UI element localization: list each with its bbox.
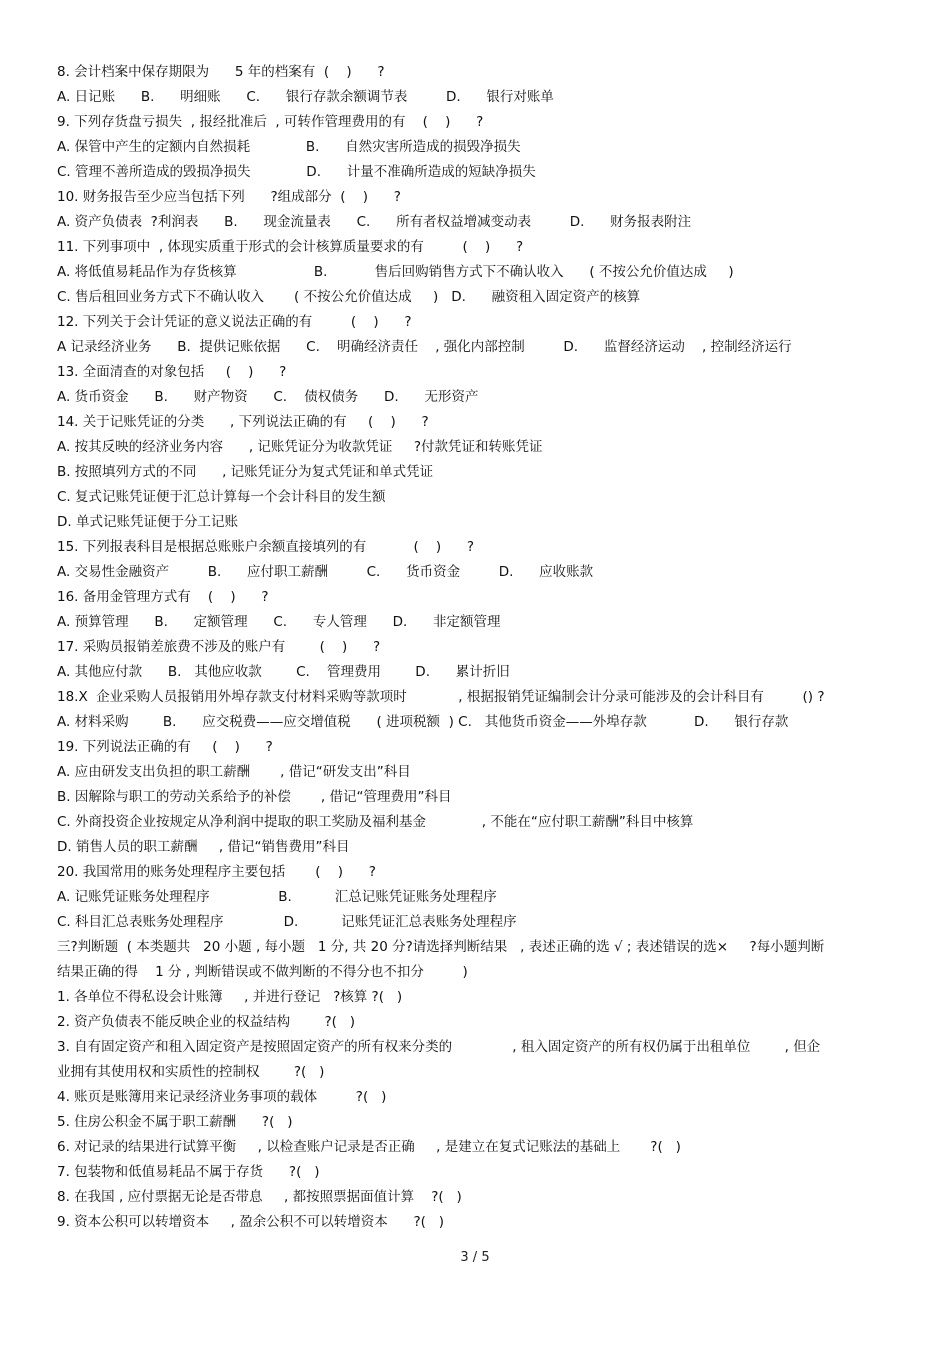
text-line: 4. 账页是账簿用来记录经济业务事项的载体 ?( ) xyxy=(57,1089,387,1105)
text-line: 1. 各单位不得私设会计账簿 , 并进行登记 ?核算 ?( ) xyxy=(57,989,403,1005)
text-line: A. 日记账 B. 明细账 C. 银行存款余额调节表 D. 银行对账单 xyxy=(57,89,554,105)
text-line: C. 售后租回业务方式下不确认收入 ( 不按公允价值达成 ) D. 融资租入固定资产的核算 xyxy=(57,289,641,305)
text-line: A. 按其反映的经济业务内容 , 记账凭证分为收款凭证 ?付款凭证和转账凭证 xyxy=(57,439,543,455)
text-line: 19. 下列说法正确的有 ( ) ? xyxy=(57,739,273,755)
text-line: A. 将低值易耗品作为存货核算 B. 售后回购销售方式下不确认收入 ( 不按公允价值达成 ) xyxy=(57,264,734,280)
text-line: D. 销售人员的职工薪酬 , 借记“销售费用”科目 xyxy=(57,839,350,855)
text-line: 8. 在我国 , 应付票据无论是否带息 , 都按照票据面值计算 ?( ) xyxy=(57,1189,462,1205)
text-line: A. 记账凭证账务处理程序 B. 汇总记账凭证账务处理程序 xyxy=(57,889,497,905)
text-line: A. 预算管理 B. 定额管理 C. 专人管理 D. 非定额管理 xyxy=(57,614,501,630)
text-line: A. 应由研发支出负担的职工薪酬 , 借记“研发支出”科目 xyxy=(57,764,411,780)
text-line: 结果正确的得 1 分 , 判断错误或不做判断的不得分也不扣分 ) xyxy=(57,964,468,980)
text-line: 2. 资产负债表不能反映企业的权益结构 ?( ) xyxy=(57,1014,356,1030)
text-line: A. 其他应付款 B. 其他应收款 C. 管理费用 D. 累计折旧 xyxy=(57,664,510,680)
text-line: 15. 下列报表科目是根据总账账户余额直接填列的有 ( ) ? xyxy=(57,539,475,555)
text-line: 3. 自有固定资产和租入固定资产是按照固定资产的所有权来分类的 , 租入固定资产的所有权仍属于出租单位 , 但企 xyxy=(57,1039,821,1055)
text-line: B. 因解除与职工的劳动关系给予的补偿 , 借记“管理费用”科目 xyxy=(57,789,452,805)
text-line: 9. 资本公积可以转增资本 , 盈余公积不可以转增资本 ?( ) xyxy=(57,1214,445,1230)
text-line: 18.X 企业采购人员报销用外埠存款支付材料采购等款项时 , 根据报销凭证编制会计分录可能涉及的会计科目有 () ? xyxy=(57,689,825,705)
text-line: 16. 备用金管理方式有 ( ) ? xyxy=(57,589,269,605)
text-line: 8. 会计档案中保存期限为 5 年的档案有 ( ) ? xyxy=(57,64,385,80)
text-line: 14. 关于记账凭证的分类 , 下列说法正确的有 ( ) ? xyxy=(57,414,429,430)
text-line: D. 单式记账凭证便于分工记账 xyxy=(57,514,238,530)
text-line: A. 材料采购 B. 应交税费——应交增值税 ( 进项税额 ) C. 其他货币资金——外埠存款 D. 银行存款 xyxy=(57,714,789,730)
text-line: 业拥有其使用权和实质性的控制权 ?( ) xyxy=(57,1064,325,1080)
text-line: 6. 对记录的结果进行试算平衡 , 以检查账户记录是否正确 , 是建立在复式记账法的基础上 ?( ) xyxy=(57,1139,681,1155)
page-number: 3 / 5 xyxy=(460,1250,490,1265)
text-line: A. 交易性金融资产 B. 应付职工薪酬 C. 货币资金 D. 应收账款 xyxy=(57,564,594,580)
text-line: 5. 住房公积金不属于职工薪酬 ?( ) xyxy=(57,1114,293,1130)
text-line: 17. 采购员报销差旅费不涉及的账户有 ( ) ? xyxy=(57,639,381,655)
text-line: 11. 下列事项中 , 体现实质重于形式的会计核算质量要求的有 ( ) ? xyxy=(57,239,524,255)
text-line: 7. 包装物和低值易耗品不属于存货 ?( ) xyxy=(57,1164,320,1180)
text-line: 9. 下列存货盘亏损失 , 报经批准后 , 可转作管理费用的有 ( ) ? xyxy=(57,114,484,130)
text-line: 20. 我国常用的账务处理程序主要包括 ( ) ? xyxy=(57,864,376,880)
text-line: A. 保管中产生的定额内自然损耗 B. 自然灾害所造成的损毁净损失 xyxy=(57,139,521,155)
text-line: C. 复式记账凭证便于汇总计算每一个会计科目的发生额 xyxy=(57,489,386,505)
text-line: 三?判断题 ( 本类题共 20 小题 , 每小题 1 分, 共 20 分?请选择判断结果 , 表述正确的选 √ ; 表述错误的选× ?每小题判断 xyxy=(57,939,825,955)
text-line: 12. 下列关于会计凭证的意义说法正确的有 ( ) ? xyxy=(57,314,412,330)
question-text-block xyxy=(57,60,897,1235)
text-line: 13. 全面清查的对象包括 ( ) ? xyxy=(57,364,287,380)
text-line: C. 科目汇总表账务处理程序 D. 记账凭证汇总表账务处理程序 xyxy=(57,914,517,930)
text-line: A. 货币资金 B. 财产物资 C. 债权债务 D. 无形资产 xyxy=(57,389,479,405)
text-line: 10. 财务报告至少应当包括下列 ?组成部分 ( ) ? xyxy=(57,189,401,205)
text-line: B. 按照填列方式的不同 , 记账凭证分为复式凭证和单式凭证 xyxy=(57,464,434,480)
text-line: C. 外商投资企业按规定从净利润中提取的职工奖励及福利基金 , 不能在“应付职工薪酬”科目中核算 xyxy=(57,814,694,830)
text-line: A 记录经济业务 B. 提供记账依据 C. 明确经济责任 , 强化内部控制 D. 监督经济运动 , 控制经济运行 xyxy=(57,339,792,355)
text-line: A. 资产负债表 ?利润表 B. 现金流量表 C. 所有者权益增减变动表 D. 财务报表附注 xyxy=(57,214,692,230)
text-line: C. 管理不善所造成的毁损净损失 D. 计量不准确所造成的短缺净损失 xyxy=(57,164,536,180)
